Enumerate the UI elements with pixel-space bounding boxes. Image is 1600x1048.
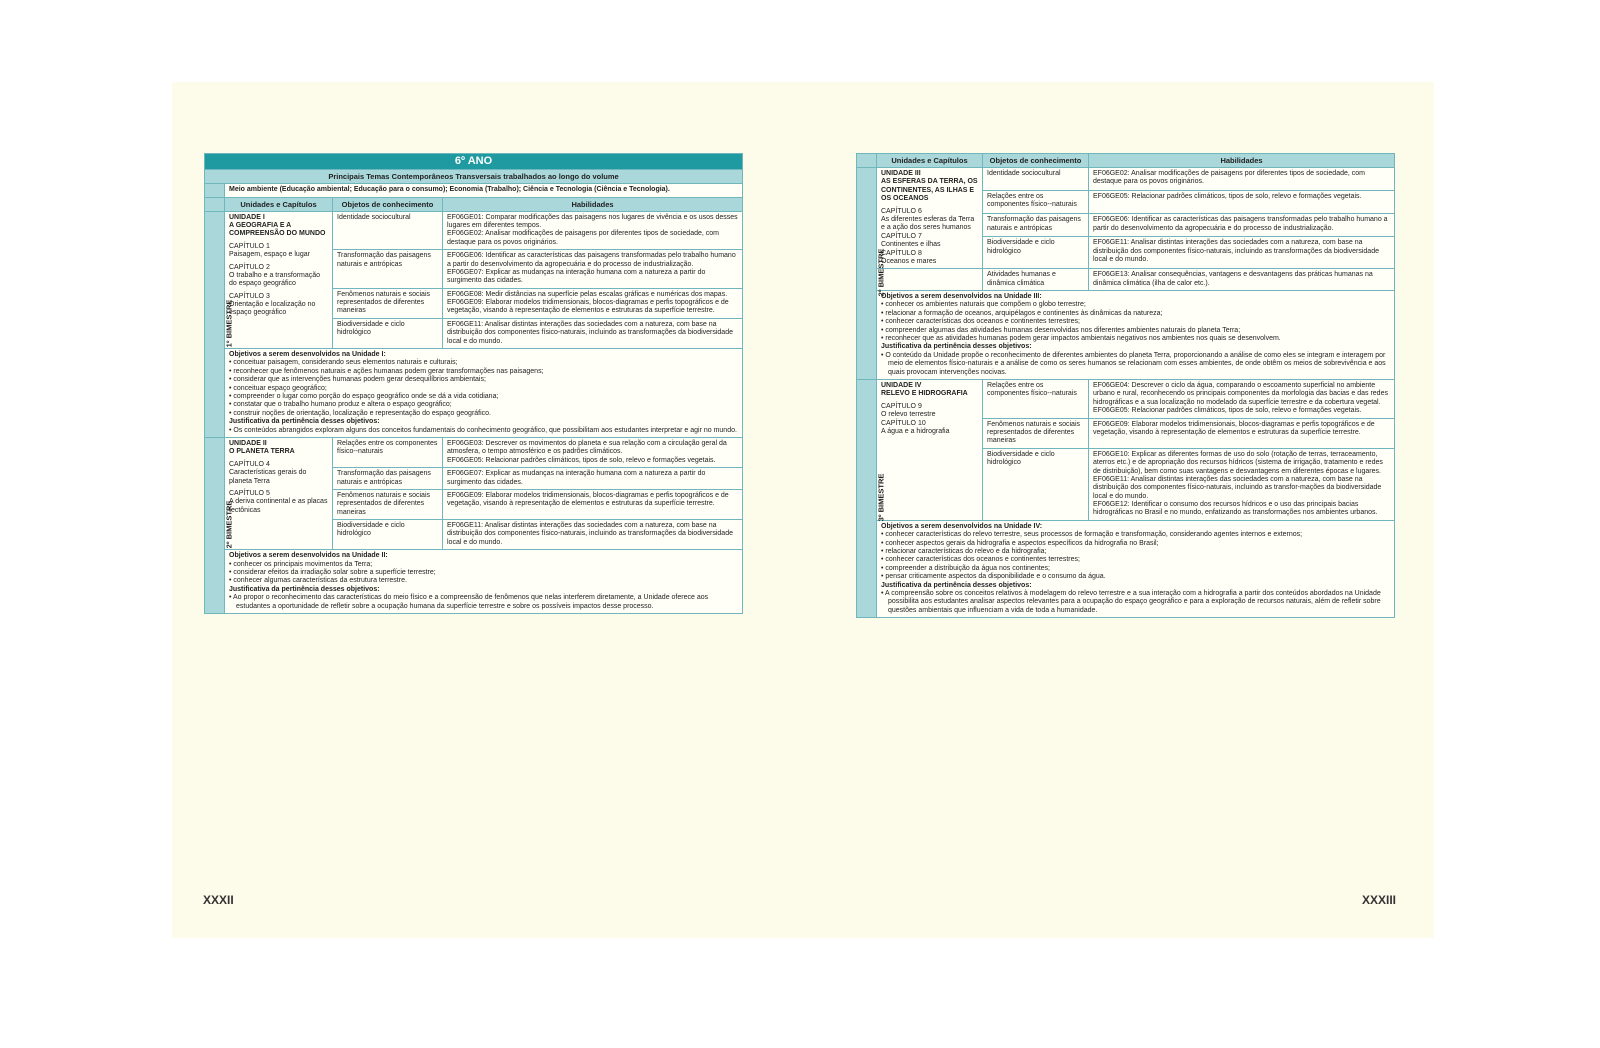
objects-header: Objetos de conhecimento <box>333 197 443 211</box>
object-cell: Biodiversidade e ciclo hidrológico <box>983 448 1089 520</box>
object-cell: Identidade sociocultural <box>333 211 443 250</box>
right-table <box>856 153 1395 618</box>
themes-heading: Principais Temas Contemporâneos Transversais trabalhados ao longo do volume <box>205 170 743 184</box>
skill-cell: EF06GE07: Explicar as mudanças na interação humana com a natureza a partir do surgimento das cidades. <box>443 468 743 490</box>
bimester-label: 2º BIMESTRE <box>205 437 225 613</box>
left-table <box>204 153 743 614</box>
empty-cell <box>205 184 225 197</box>
units-header: Unidades e Capítulos <box>877 154 983 168</box>
objectives-block: Objetivos a serem desenvolvidos na Unidade I: • conceituar paisagem, considerando seus elementos naturais e culturais; • reconhecer que fenômenos naturais e ações humanas podem gerar transformações nas paisagens; • considerar que as intervenções humanas podem gerar desequilíbrios ambientais; • conceituar espaço geográfico; • compreender o lugar como porção do espaço geográfico onde se dá a vida cotidiana; • constatar que o trabalho humano produz e altera o espaço geográfico; • construir noções de orientação, localização e representação do espaço geográfico. Justificativa da pertinência desses objetivos: • Os conteúdos abrangidos exploram alguns dos conceitos fundamentais do conhecimento geográfico, que possibilitam aos estudantes interpretar e agir no mundo. <box>225 349 743 438</box>
objectives-block: Objetivos a serem desenvolvidos na Unidade IV: • conhecer características do relevo terrestre, seus processos de formação e transformação, considerando agentes internos e externos; • conhecer aspectos gerais da hidrografia e aspectos específicos da hidrografia no Brasil; • relacionar características do relevo e da hidrografia; • conhecer características dos oceanos e continentes terrestres; • compreender a distribuição da água nos continentes; • pensar criticamente aspectos da disponibilidade e o consumo da água. Justificativa da pertinência desses objetivos: • A compreensão sobre os conceitos relativos à modelagem do relevo terrestre e a sua interação com a hidrografia a partir dos conteúdos abordados na Unidade possibilita aos estudantes analisar aspectos relevantes para a ocupação do espaço geográfico e para a exploração de recursos naturais, além de refletir sobre questões ambientais que influenciam a vida de toda a humanidade. <box>877 520 1395 617</box>
skill-cell: EF06GE06: Identificar as características das paisagens transformadas pelo trabalho humano a partir do desenvolvimento da agropecuária e do processo de industrialização. <box>1089 214 1395 237</box>
unit-cell: UNIDADE I A GEOGRAFIA E A COMPREENSÃO DO MUNDO CAPÍTULO 1 Paisagem, espaço e lugar CAPÍTULO 2 O trabalho e a transformação do espaço geográfico CAPÍTULO 3 Orientação e localização no espaço geográfico <box>225 211 333 348</box>
empty-cell <box>857 154 877 168</box>
objectives-block: Objetivos a serem desenvolvidos na Unidade III: • conhecer os ambientes naturais que compõem o globo terrestre; • relacionar a formação de oceanos, arquipélagos e continentes às dinâmicas da natureza; • conhecer características dos oceanos e continentes terrestres; • compreender algumas das atividades humanas desenvolvidas nos diferentes ambientes naturais do planeta Terra; • reconhecer que as atividades humanas podem gerar impactos ambientais negativos nos ambientes nos quais se desenvolvem. Justificativa da pertinência desses objetivos: • O conteúdo da Unidade propõe o reconhecimento de diferentes ambientes do planeta Terra, proporcionando a análise de como eles se integram e interagem por meio de elementos físico-naturais e a análise de como os seres humanos se relacionam com esses ambientes, de onde obtêm os meios de sobrevivência e aos quais provocam intervenções nocivas. <box>877 291 1395 380</box>
object-cell: Fenômenos naturais e sociais representados de diferentes maneiras <box>333 489 443 519</box>
unit-cell: UNIDADE III AS ESFERAS DA TERRA, OS CONTINENTES, AS ILHAS E OS OCEANOS CAPÍTULO 6 As diferentes esferas da Terra e a ação dos seres humanos CAPÍTULO 7 Continentes e ilhas CAPÍTULO 8 Oceanos e mares <box>877 168 983 269</box>
object-cell: Relações entre os componentes físico--naturais <box>983 191 1089 214</box>
object-cell: Relações entre os componentes físico--naturais <box>333 437 443 467</box>
skill-cell: EF06GE06: Identificar as características das paisagens transformadas pelo trabalho humano a partir do desenvolvimento da agropecuária e do processo de industrialização. EF06GE07: Explicar as mudanças na interação humana com a natureza a partir do surgimento das cidades. <box>443 250 743 289</box>
object-cell: Relações entre os componentes físico--naturais <box>983 379 1089 418</box>
object-cell: Transformação das paisagens naturais e antrópicas <box>983 214 1089 237</box>
unit-cell: UNIDADE II O PLANETA TERRA CAPÍTULO 4 Características gerais do planeta Terra CAPÍTULO 5 A deriva continental e as placas tectônicas <box>225 437 333 549</box>
object-cell: Identidade sociocultural <box>983 168 1089 191</box>
bimester-label: 3º BIMESTRE <box>857 379 877 617</box>
empty-cell <box>205 197 225 211</box>
objectives-block: Objetivos a serem desenvolvidos na Unidade II: • conhecer os principais movimentos da Terra; • considerar efeitos da irradiação solar sobre a superfície terrestre; • conhecer algumas características da estrutura terrestre. Justificativa da pertinência desses objetivos: • Ao propor o reconhecimento das características do meio físico e a compreensão de fenômenos que nelas interferem diretamente, a Unidade oferece aos estudantes a oportunidade de refletir sobre a ocupação humana da superfície terrestre e sobre os possíveis impactos desse processo. <box>225 550 743 614</box>
page-number-left: XXXII <box>203 893 234 907</box>
skill-cell: EF06GE09: Elaborar modelos tridimensionais, blocos-diagramas e perfis topográficos e de vegetação, visando à representação de elementos e estruturas da superfície terrestre. <box>443 489 743 519</box>
units-header: Unidades e Capítulos <box>225 197 333 211</box>
skill-cell: EF06GE10: Explicar as diferentes formas de uso do solo (rotação de terras, terraceamento, aterros etc.) e de apropriação dos recursos hídricos (sistema de irrigação, tratamento e redes de distribuição), bem como suas vantagens e desvantagens em diferentes épocas e lugares. EF06GE11: Analisar distintas interações das sociedades com a natureza, com base na distribuição dos componentes físico-naturais, incluindo as transfor-mações da biodiversidade local e do mundo. EF06GE12: Identificar o consumo dos recursos hídricos e o uso das principais bacias hidrográficas no Brasil e no mundo, enfatizando as transformações nos ambientes urbanos. <box>1089 448 1395 520</box>
skill-cell: EF06GE08: Medir distâncias na superfície pelas escalas gráficas e numéricas dos mapas. EF06GE09: Elaborar modelos tridimensionais, blocos-diagramas e perfis topográficos e de vegetação, visando à representação de elementos e estruturas da superfície terrestre. <box>443 288 743 318</box>
skill-cell: EF06GE05: Relacionar padrões climáticos, tipos de solo, relevo e formações vegetais. <box>1089 191 1395 214</box>
skill-cell: EF06GE02: Analisar modificações de paisagens por diferentes tipos de sociedade, com destaque para os povos originários. <box>1089 168 1395 191</box>
object-cell: Biodiversidade e ciclo hidrológico <box>333 318 443 348</box>
unit-cell-empty <box>877 269 983 291</box>
skill-cell: EF06GE03: Descrever os movimentos do planeta e sua relação com a circulação geral da atmosfera, o tempo atmosférico e os padrões climáticos. EF06GE05: Relacionar padrões climáticos, tipos de solo, relevo e formações vegetais. <box>443 437 743 467</box>
object-cell: Biodiversidade e ciclo hidrológico <box>333 520 443 550</box>
skill-cell: EF06GE01: Comparar modificações das paisagens nos lugares de vivência e os usos desses lugares em diferentes tempos. EF06GE02: Analisar modificações de paisagens por diferentes tipos de sociedade, com destaque para os povos originários. <box>443 211 743 250</box>
object-cell: Atividades humanas e dinâmica climática <box>983 269 1089 291</box>
year-banner: 6º ANO <box>205 154 743 170</box>
skills-header: Habilidades <box>1089 154 1395 168</box>
objects-header: Objetos de conhecimento <box>983 154 1089 168</box>
object-cell: Transformação das paisagens naturais e antrópicas <box>333 250 443 289</box>
bimester-label: 1º BIMESTRE <box>205 211 225 437</box>
skills-header: Habilidades <box>443 197 743 211</box>
object-cell: Biodiversidade e ciclo hidrológico <box>983 237 1089 269</box>
skill-cell: EF06GE11: Analisar distintas interações das sociedades com a natureza, com base na distribuição dos componentes físico-naturais, incluindo as transformações da biodiversidade local e do mundo. <box>443 318 743 348</box>
skill-cell: EF06GE13: Analisar consequências, vantagens e desvantagens das práticas humanas na dinâmica climática (ilha de calor etc.). <box>1089 269 1395 291</box>
page-number-right: XXXIII <box>1362 893 1397 907</box>
skill-cell: EF06GE11: Analisar distintas interações das sociedades com a natureza, com base na distribuição dos componentes físico-naturais, incluindo as transformações da biodiversidade local e do mundo. <box>443 520 743 550</box>
skill-cell: EF06GE11: Analisar distintas interações das sociedades com a natureza, com base na distribuição dos componentes físico-naturais, incluindo as transformações da biodiversidade local e do mundo. <box>1089 237 1395 269</box>
skill-cell: EF06GE04: Descrever o ciclo da água, comparando o escoamento superficial no ambiente urbano e rural, reconhecendo os principais componentes da morfologia das bacias e das redes hidrográficas e a sua localização no modelado da superfície terrestre e da cobertura vegetal. EF06GE05: Relacionar padrões climáticos, tipos de solo, relevo e formações vegetais. <box>1089 379 1395 418</box>
themes-list <box>225 184 743 197</box>
unit-cell: UNIDADE IV RELEVO E HIDROGRAFIA CAPÍTULO 9 O relevo terrestre CAPÍTULO 10 A água e a hidrografia <box>877 379 983 520</box>
bimester-label: 2º BIMESTRE <box>857 168 877 380</box>
object-cell: Fenômenos naturais e sociais representados de diferentes maneiras <box>983 418 1089 448</box>
object-cell: Fenômenos naturais e sociais representados de diferentes maneiras <box>333 288 443 318</box>
skill-cell: EF06GE09: Elaborar modelos tridimensionais, blocos-diagramas e perfis topográficos e de vegetação, visando à representação de elementos e estruturas da superfície terrestre. <box>1089 418 1395 448</box>
themes-text: Meio ambiente (Educação ambiental; Educação para o consumo); Economia (Trabalho); Ciência e Tecnologia (Ciência e Tecnologia). <box>229 186 670 194</box>
object-cell: Transformação das paisagens naturais e antrópicas <box>333 468 443 490</box>
